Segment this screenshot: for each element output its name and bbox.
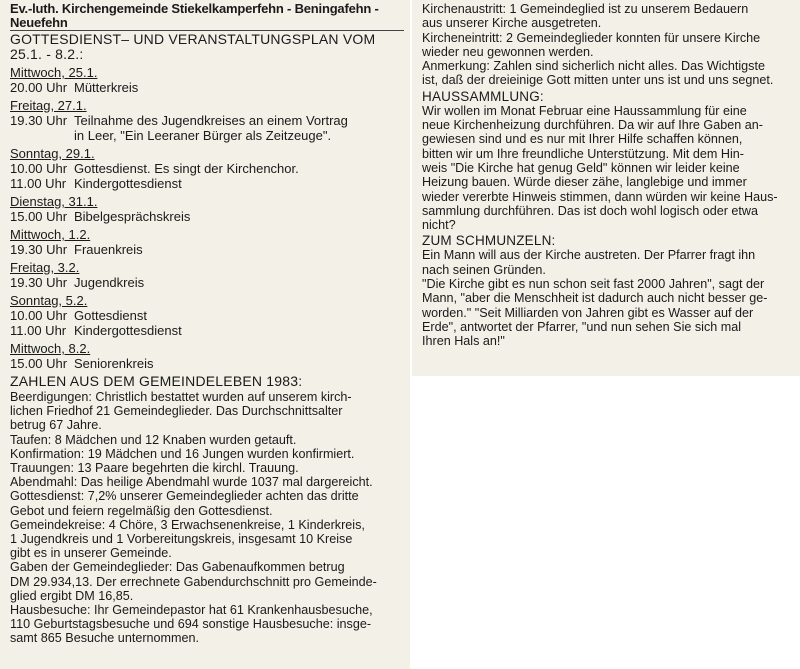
text-line: nicht? <box>422 218 456 233</box>
program-day <box>10 293 404 338</box>
stats-paragraph <box>10 390 404 646</box>
day-heading: Sonntag, 5.2. <box>10 293 88 308</box>
text-line: Anmerkung: Zahlen sind sicherlich nicht alles. Das Wichtigste <box>422 59 765 74</box>
text-line: Ein Mann will aus der Kirche austreten. Der Pfarrer fragt ihn <box>422 248 756 263</box>
stats-line: gibt es in unserer Gemeinde. <box>10 546 172 561</box>
event-desc: Jugendkreis <box>74 275 145 290</box>
right-column <box>412 0 800 376</box>
event-time: 19.30 Uhr <box>10 275 68 290</box>
text-line: Mann, "aber die Menschheit ist dadurch auch nicht besser ge- <box>422 291 768 306</box>
event-time: 10.00 Uhr <box>10 308 68 323</box>
event-row <box>10 356 404 371</box>
event-desc <box>74 113 404 143</box>
event-desc: Bibelgesprächskreis <box>74 209 191 224</box>
parish-header <box>10 2 404 30</box>
text-line: nach seinen Gründen. <box>422 262 546 277</box>
program-title-line: GOTTESDIENST– UND VERANSTALTUNGSPLAN VOM <box>10 31 376 47</box>
text-line: "Die Kirche gibt es nun schon seit fast 2000 Jahren", sagt der <box>422 277 765 292</box>
stats-line: Trauungen: 13 Paare begehrten die kirchl. Trauung. <box>10 461 299 476</box>
event-time: 15.00 Uhr <box>10 356 68 371</box>
event-time: 10.00 Uhr <box>10 161 68 176</box>
text-line: weis "Die Kirche hat genug Geld" können wir leider keine <box>422 160 740 175</box>
text-line: gewiesen sind und es nur mit Ihrer Hilfe schaffen können, <box>422 132 743 147</box>
event-time: 11.00 Uhr <box>10 176 67 191</box>
text-line: Wir wollen im Monat Februar eine Haussammlung für eine <box>422 103 747 118</box>
event-row <box>10 308 404 323</box>
text-line: ist, daß der dreieinige Gott mitten unter uns ist und uns segnet. <box>422 73 774 88</box>
text-line: worden." "Seit Milliarden von Jahren gibt es Wasser auf der <box>422 305 754 320</box>
day-heading: Freitag, 3.2. <box>10 260 80 275</box>
stats-line: Hausbesuche: Ihr Gemeindepastor hat 61 Krankenhausbesuche, <box>10 603 373 618</box>
stats-line: Abendmahl: Das heilige Abendmahl wurde 1037 mal dargereicht. <box>10 475 373 490</box>
stats-line: Gemeindekreise: 4 Chöre, 3 Erwachsenenkreise, 1 Kinderkreis, <box>10 517 365 532</box>
header-line: Neuefehn <box>10 15 68 30</box>
stats-line: Gottesdienst: 7,2% unserer Gemeindeglieder achten das dritte <box>10 489 359 504</box>
event-row <box>10 113 404 143</box>
program-title-line: 25.1. - 8.2.: <box>10 46 84 62</box>
event-row <box>10 161 404 176</box>
event-desc: Gottesdienst <box>74 308 147 323</box>
event-time: 19.30 Uhr <box>10 242 68 257</box>
event-desc: Kindergottesdienst <box>74 323 182 338</box>
day-heading: Sonntag, 29.1. <box>10 146 95 161</box>
stats-line: glied ergibt DM 16,85. <box>10 588 134 603</box>
text-line: wieder vererbte Hinweis stimmen, dann würden wir keine Haus- <box>422 189 778 204</box>
event-time: 11.00 Uhr <box>10 323 67 338</box>
text-line: bitten wir um Ihre freundliche Unterstützung. Mit dem Hin- <box>422 146 744 161</box>
stats-line: Gebot und feiern regelmäßig den Gottesdienst. <box>10 503 273 518</box>
stats-title: ZAHLEN AUS DEM GEMEINDELEBEN 1983: <box>10 373 303 389</box>
program-day <box>10 146 404 191</box>
stats-line: DM 29.934,13. Der errechnete Gabendurchschnitt pro Gemeinde- <box>10 574 377 589</box>
event-time: 15.00 Uhr <box>10 209 68 224</box>
program-day <box>10 260 404 290</box>
event-desc-line: in Leer, "Ein Leeraner Bürger als Zeitzeuge". <box>74 128 332 143</box>
stats-line: 110 Geburtstagsbesuche und 694 sonstige Hausbesuche: insge- <box>10 617 372 632</box>
event-desc: Frauenkreis <box>74 242 143 257</box>
stats-line: Beerdigungen: Christlich bestattet wurden auf unserem kirch- <box>10 390 352 404</box>
text-line: Erde", antwortet der Pfarrer, "und nun sehen Sie sich mal <box>422 319 742 334</box>
text-line: Heizung bauen. Würde dieser zähe, langlebige und immer <box>422 175 747 190</box>
event-row <box>10 209 404 224</box>
event-time: 20.00 Uhr <box>10 80 68 95</box>
event-row <box>10 275 404 290</box>
program-day <box>10 194 404 224</box>
program-day <box>10 227 404 257</box>
stats-line: Konfirmation: 19 Mädchen und 16 Jungen wurden konfirmiert. <box>10 446 355 461</box>
stats-line: Taufen: 8 Mädchen und 12 Knaben wurden getauft. <box>10 432 297 447</box>
event-desc-line: Teilnahme des Jugendkreises an einem Vortrag <box>74 113 348 128</box>
program-title <box>10 32 404 62</box>
event-row <box>10 323 404 338</box>
collection-title: HAUSSAMMLUNG: <box>422 88 544 104</box>
stats-line: lichen Friedhof 21 Gemeindeglieder. Das Durchschnittsalter <box>10 404 343 419</box>
membership-paragraph <box>422 2 794 88</box>
day-heading: Freitag, 27.1. <box>10 98 87 113</box>
stats-line: samt 865 Besuche unternommen. <box>10 631 200 646</box>
text-line: Ihren Hals an!" <box>422 334 505 349</box>
day-heading: Mittwoch, 25.1. <box>10 65 98 80</box>
header-line: Ev.-luth. Kirchengemeinde Stiekelkamperfehn - Beningafehn - <box>10 1 379 16</box>
text-line: neue Kirchenheizung durchführen. Da wir auf Ihre Gaben an- <box>422 118 763 133</box>
event-time: 19.30 Uhr <box>10 113 68 128</box>
day-heading: Dienstag, 31.1. <box>10 194 98 209</box>
day-heading: Mittwoch, 8.2. <box>10 341 91 356</box>
humor-paragraph <box>422 248 794 348</box>
text-line: wieder neu gewonnen werden. <box>422 44 594 59</box>
text-line: aus unserer Kirche ausgetreten. <box>422 16 602 31</box>
text-line: Kircheneintritt: 2 Gemeindeglieder konnten für unsere Kirche <box>422 30 761 45</box>
humor-title: ZUM SCHMUNZELN: <box>422 233 556 249</box>
text-line: sammlung durchführen. Das ist doch wohl logisch oder etwa <box>422 203 759 218</box>
event-desc: Gottesdienst. Es singt der Kirchenchor. <box>74 161 299 176</box>
stats-line: 1 Jugendkreis und 1 Vorbereitungskreis, insgesamt 10 Kreise <box>10 532 353 547</box>
event-desc: Seniorenkreis <box>74 356 154 371</box>
day-heading: Mittwoch, 1.2. <box>10 227 91 242</box>
stats-line: betrug 67 Jahre. <box>10 418 102 433</box>
event-desc: Kindergottesdienst <box>74 176 182 191</box>
program-day <box>10 65 404 95</box>
text-line: Kirchenaustritt: 1 Gemeindeglied ist zu unserem Bedauern <box>422 2 749 16</box>
event-row <box>10 80 404 95</box>
event-desc: Mütterkreis <box>74 80 139 95</box>
event-row <box>10 176 404 191</box>
event-row <box>10 242 404 257</box>
stats-line: Gaben der Gemeindeglieder: Das Gabenaufkommen betrug <box>10 560 345 575</box>
collection-paragraph <box>422 104 794 233</box>
program-day <box>10 98 404 143</box>
program-day <box>10 341 404 371</box>
